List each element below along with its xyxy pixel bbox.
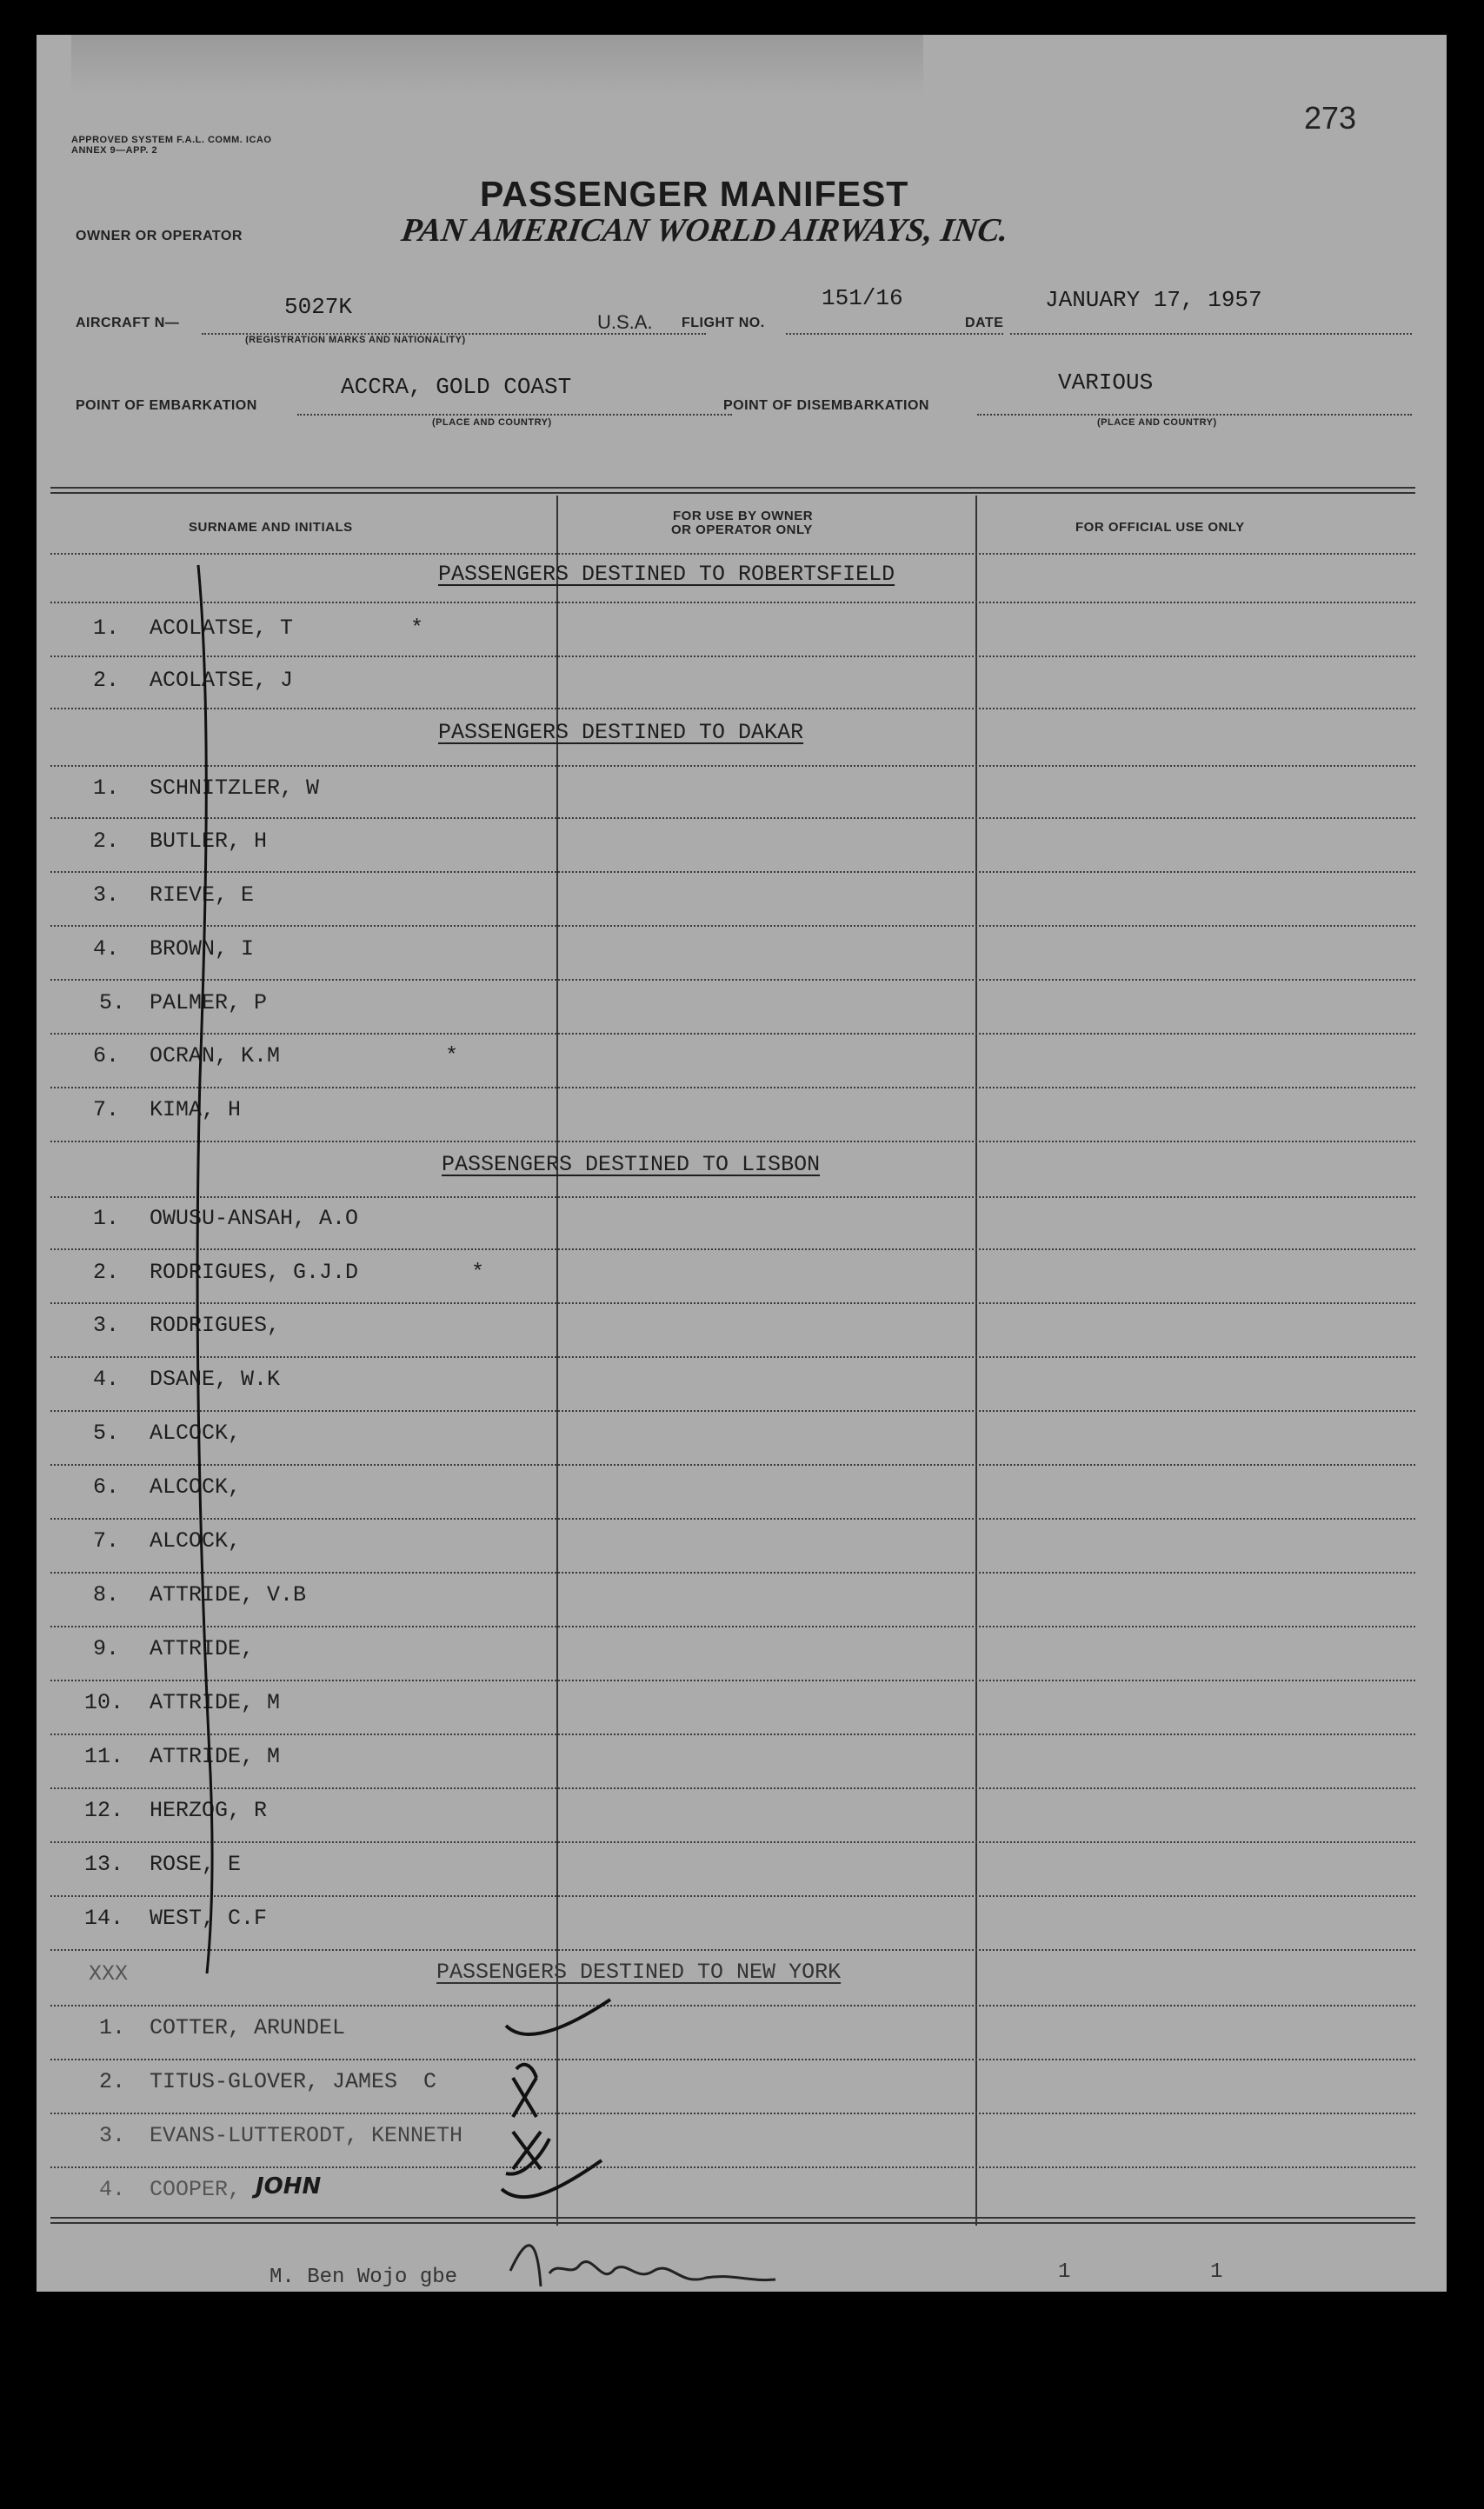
row-number: 1. (93, 775, 120, 801)
passenger-name: RIEVE, E (150, 882, 255, 908)
row-number: 1. (93, 1206, 120, 1231)
disembarkation-label: POINT OF DISEMBARKATION (723, 398, 929, 413)
passenger-name: BUTLER, H (150, 829, 268, 854)
passenger-name: ROSE, E (150, 1852, 242, 1877)
passenger-name: WEST, C.F (150, 1906, 268, 1931)
manifest-title: PASSENGER MANIFEST (480, 174, 909, 214)
asterisk-mark: * (445, 1043, 459, 1068)
section-heading-dakar: PASSENGERS DESTINED TO DAKAR (438, 720, 804, 745)
asterisk-mark: * (471, 1260, 485, 1285)
passenger-name: BROWN, I (150, 936, 255, 962)
flight-value: 151/16 (822, 285, 903, 311)
passenger-name: ATTRIDE, M (150, 1690, 281, 1715)
passenger-name: RODRIGUES, (150, 1313, 281, 1338)
embarkation-label: POINT OF EMBARKATION (76, 398, 257, 413)
aircraft-country: U.S.A. (597, 311, 653, 333)
passenger-name: COOPER, (150, 2177, 242, 2202)
row-number: 3. (99, 2123, 126, 2148)
row-number: 2. (93, 829, 120, 854)
cross-mark-3 (506, 2132, 549, 2174)
passenger-name: PALMER, P (150, 990, 268, 1015)
asterisk-mark: * (410, 616, 424, 641)
row-number: 1. (93, 616, 120, 641)
passenger-name: ATTRIDE, M (150, 1744, 281, 1769)
vertical-pen-stroke (197, 565, 212, 1973)
passenger-name: KIMA, H (150, 1097, 242, 1122)
pen-marks (37, 35, 1447, 2292)
row-number: 4. (99, 2177, 126, 2202)
handwritten-name: JOHN (256, 2173, 322, 2200)
date-value: JANUARY 17, 1957 (1045, 287, 1262, 313)
page-number: 273 (1304, 100, 1357, 136)
passenger-name: ACOLATSE, J (150, 668, 294, 693)
section-heading-new-york: PASSENGERS DESTINED TO NEW YORK (436, 1960, 842, 1985)
footer-page: 1 (1058, 2260, 1071, 2284)
row-number: 6. (93, 1043, 120, 1068)
owner-label: OWNER OR OPERATOR (76, 229, 243, 243)
row-number: 12. (84, 1798, 124, 1823)
passenger-name: ALCOCK, (150, 1421, 242, 1446)
passenger-name: ATTRIDE, V.B (150, 1582, 307, 1607)
row-number: 8. (93, 1582, 120, 1607)
approval-stamp-text: APPROVED SYSTEM F.A.L. COMM. ICAO ANNEX 9—APP. 2 (71, 135, 272, 156)
row-number: 13. (84, 1852, 124, 1877)
passenger-name: DSANE, W.K (150, 1367, 281, 1392)
flight-label: FLIGHT NO. (682, 316, 765, 330)
passenger-name: ACOLATSE, T (150, 616, 294, 641)
passenger-name: HERZOG, R (150, 1798, 268, 1823)
cross-mark-2 (513, 2065, 536, 2117)
aircraft-value: 5027K (284, 294, 353, 320)
passenger-name: COTTER, ARUNDEL (150, 2015, 346, 2040)
row-number: 2. (99, 2069, 126, 2094)
prepared-by: M. Ben Wojo gbe (270, 2266, 458, 2289)
row-number: 1. (99, 2015, 126, 2040)
column-owner-use-2: OR OPERATOR ONLY (671, 522, 813, 537)
row-number: 7. (93, 1528, 120, 1554)
row-number: 5. (93, 1421, 120, 1446)
manifest-page (37, 35, 1447, 2292)
row-number: 14. (84, 1906, 124, 1931)
passenger-name: ATTRIDE, (150, 1636, 255, 1661)
passenger-name: RODRIGUES, G.J.D (150, 1260, 359, 1285)
row-number: 7. (93, 1097, 120, 1122)
passenger-name: EVANS-LUTTERODT, KENNETH (150, 2123, 463, 2148)
date-label: DATE (965, 316, 1004, 330)
signature-scrawl (510, 2246, 775, 2286)
passenger-name: TITUS-GLOVER, JAMES C (150, 2069, 437, 2094)
passenger-name: SCHNITZLER, W (150, 775, 320, 801)
column-owner-use-1: FOR USE BY OWNER (673, 509, 814, 523)
row-number: 4. (93, 1367, 120, 1392)
section-heading-lisbon: PASSENGERS DESTINED TO LISBON (442, 1152, 821, 1177)
footer-page-of: 1 (1210, 2260, 1223, 2284)
embarkation-note: (PLACE AND COUNTRY) (432, 417, 552, 428)
embarkation-value: ACCRA, GOLD COAST (341, 374, 572, 400)
operator-name: PAN AMERICAN WORLD AIRWAYS, INC. (399, 212, 1011, 249)
passenger-name: OCRAN, K.M (150, 1043, 281, 1068)
row-number: 11. (84, 1744, 124, 1769)
section-heading-robertsfield: PASSENGERS DESTINED TO ROBERTSFIELD (438, 562, 895, 587)
disembarkation-note: (PLACE AND COUNTRY) (1097, 417, 1217, 428)
aircraft-label: AIRCRAFT N— (76, 316, 180, 330)
row-number: 9. (93, 1636, 120, 1661)
row-number: 3. (93, 882, 120, 908)
row-number-struck: XXX (89, 1961, 129, 1987)
disembarkation-value: VARIOUS (1058, 369, 1154, 396)
row-number: 2. (93, 668, 120, 693)
check-mark-1 (506, 2000, 610, 2034)
row-number: 10. (84, 1690, 124, 1715)
row-number: 5. (99, 990, 126, 1015)
row-number: 3. (93, 1313, 120, 1338)
row-number: 6. (93, 1474, 120, 1500)
passenger-name: OWUSU-ANSAH, A.O (150, 1206, 359, 1231)
column-surname: SURNAME AND INITIALS (189, 520, 353, 535)
column-official: FOR OFFICIAL USE ONLY (1075, 520, 1245, 535)
passenger-name: ALCOCK, (150, 1528, 242, 1554)
passenger-name: ALCOCK, (150, 1474, 242, 1500)
row-number: 2. (93, 1260, 120, 1285)
aircraft-note: (REGISTRATION MARKS AND NATIONALITY) (245, 335, 466, 345)
row-number: 4. (93, 936, 120, 962)
